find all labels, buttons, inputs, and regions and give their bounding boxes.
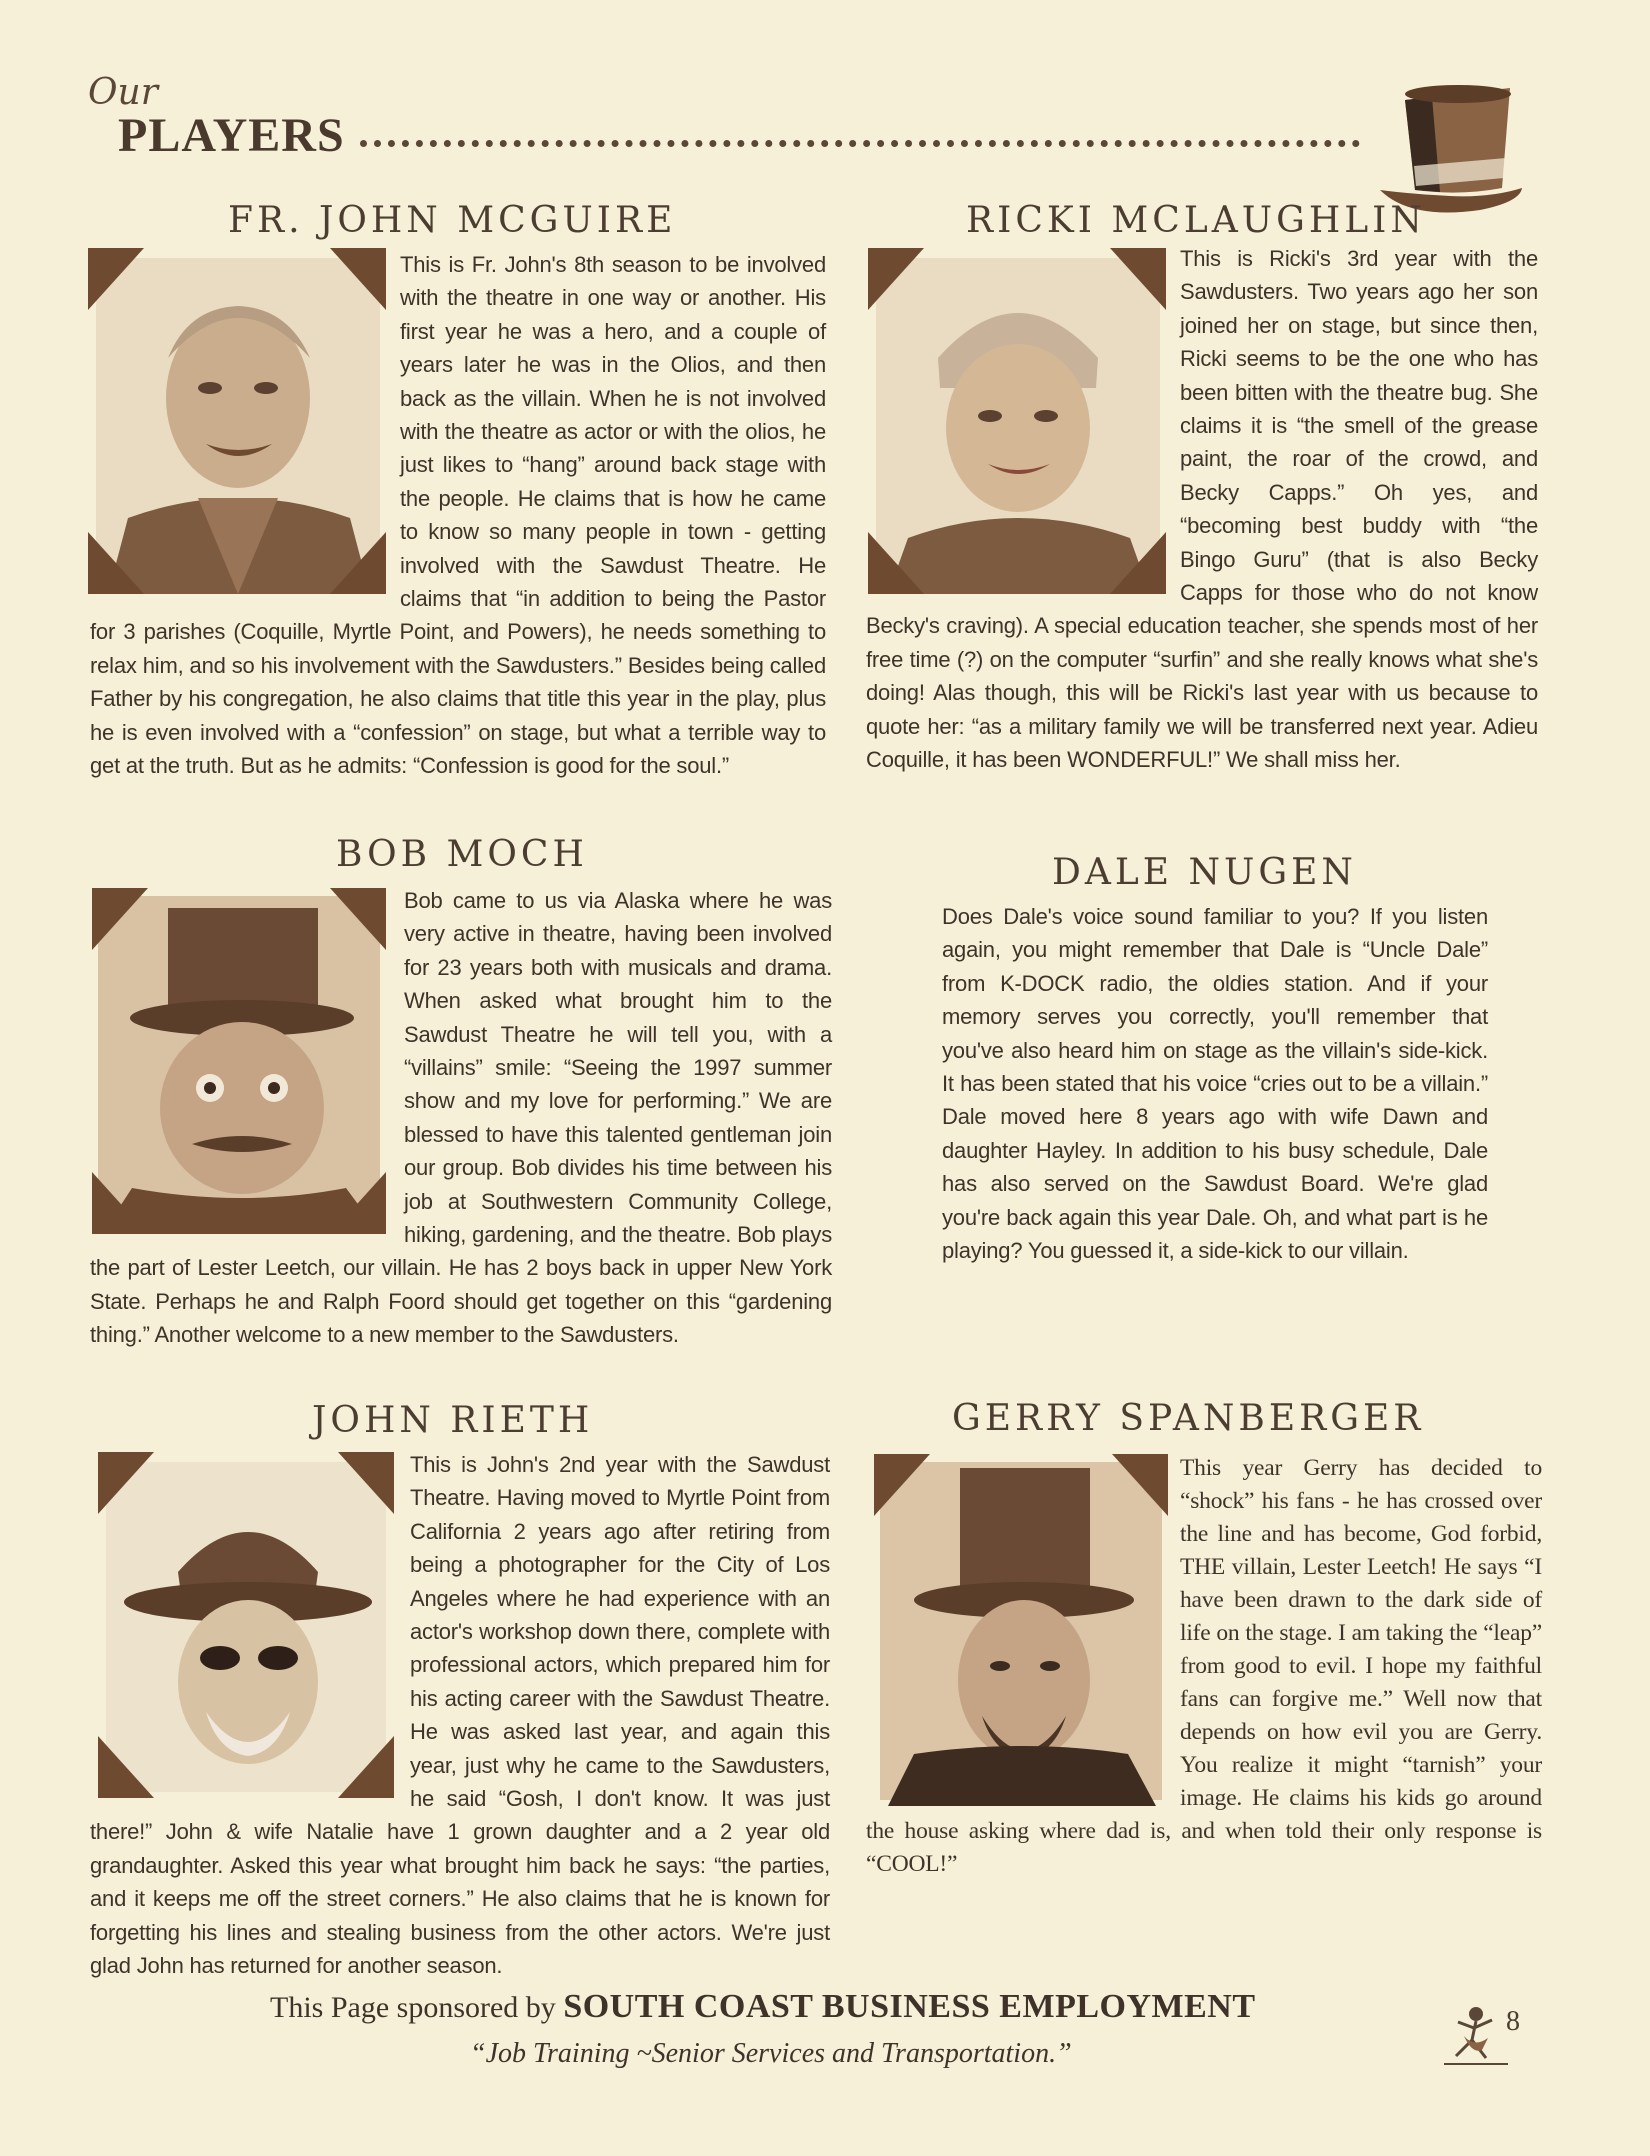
- sponsor-prefix: This Page sponsored by: [270, 1991, 556, 2024]
- player-bio-moch: Bob came to us via Alaska where he was very active in theatre, having been involved for 23 years both with musicals and drama. When asked what brought him to the Sawdust Theatre he will tell you, with a “villains” smile: “Seeing the 1997 summer show and my love for performing.” We are blessed to have this talented gentleman join our group. Bob divides his time between his job at Southwestern Community College, hiking, gardening, and the theatre. Bob plays the part of Lester Leetch, our villain. He has 2 boys back in upper New York State. Perhaps he and Ralph Foord should get together on this “gardening thing.” Another welcome to a new member to the Sawdusters.: [90, 888, 832, 1348]
- player-bio-mclaughlin: This is Ricki's 3rd year with the Sawdusters. Two years ago her son joined her on stage, but since then, Ricki seems to be the one who has been bitten with the theatre bug. She claims it is “the smell of the grease paint, the roar of the crowd, and Becky Capps.” Oh yes, and “becoming best buddy with “the Bingo Guru” (that is also Becky Capps for those who do not know Becky's craving). A special education teacher, she spends most of her free time (?) on the computer “surfin” and she really knows what she's doing! Alas though, this will be Ricki's last year with us because to quote her: “as a military family we will be transferred next year. Adieu Coquille, it has been WONDERFUL!” We shall miss her.: [866, 246, 1538, 773]
- page-title: PLAYERS: [118, 109, 345, 162]
- dotted-leader: [360, 140, 1360, 147]
- top-hat-icon: [1370, 70, 1530, 220]
- player-name-moch: BOB MOCH: [336, 834, 588, 875]
- player-name-mcguire: FR. JOHN MCGUIRE: [228, 200, 677, 241]
- player-name-spanberger: GERRY SPANBERGER: [952, 1398, 1425, 1439]
- sponsor-line: [270, 1988, 1256, 2026]
- player-name-nugen: DALE NUGEN: [1052, 852, 1357, 893]
- player-bio-nugen: Does Dale's voice sound familiar to you? If you listen again, you might remember that Dale is “Uncle Dale” from K-DOCK radio, the oldies station. And if your memory serves you correctly, you'll remember that you've also heard him on stage as the villain's side-kick. It has been stated that his voice “cries out to be a villain.” Dale moved here 8 years ago with wife Dawn and daughter Hayley. In addition to his busy schedule, Dale has also served on the Sawdust Board. We're glad you're back again this year Dale. Oh, and what part is he playing? You guessed it, a side-kick to our villain.: [942, 904, 1488, 1264]
- our-script-label: Our: [88, 72, 158, 113]
- player-bio-mcguire: This is Fr. John's 8th season to be involved with the theatre in one way or another. His first year he was a hero, and a couple of years later he was in the Olios, and then back as the villain. When he is not involved with the theatre as actor or with the olios, he just likes to “hang” around back stage with the people. He claims that is how he came to know so many people in town - getting involved with the Sawdust Theatre. He claims that “in addition to being the Pastor for 3 parishes (Coquille, Myrtle Point, and Powers), he needs something to relax him, and so his involvement with the Sawdusters.” Besides being called Father by his congregation, he also claims that title this year in the play, plus he is even involved with a “confession” on stage, but what a terrible way to get at the truth. But as he admits: “Confession is good for the soul.”: [90, 252, 826, 779]
- dancer-icon: [1436, 2000, 1516, 2070]
- sponsor-name: SOUTH COAST BUSINESS EMPLOYMENT: [563, 1988, 1256, 2025]
- player-name-rieth: JOHN RIETH: [312, 1400, 594, 1441]
- player-bio-spanberger: This year Gerry has decided to “shock” his fans - he has crossed over the line and has become, God forbid, THE villain, Lester Leetch! He says “I have been drawn to the dark side of life on the stage. I am taking the “leap” from good to evil. I hope my faithful fans can forgive me.” Well now that depends on how evil you are Gerry. You realize it might “tarnish” your image. He claims his kids go around the house asking where dad is, and when told their only response is “COOL!”: [866, 1455, 1542, 1877]
- player-bio-rieth: This is John's 2nd year with the Sawdust Theatre. Having moved to Myrtle Point from California 2 years ago after retiring from being a photographer for the City of Los Angeles where he had experience with an actor's workshop down there, complete with professional actors, which prepared him for his acting career with the Sawdust Theatre. He was asked last year, and again this year, just why he came to the Sawdusters, he said “Gosh, I don't know. It was just there!” John & wife Natalie have 1 grown daughter and a 2 year old grandaughter. Asked this year what brought him back he says: “the parties, and it keeps me off the street corners.” He also claims that he is known for forgetting his lines and stealing business from the other actors. We're just glad John has returned for another season.: [90, 1452, 830, 1979]
- page-number: 8: [1506, 2006, 1520, 2037]
- sponsor-tagline: “Job Training ~Senior Services and Transportation.”: [470, 2038, 1072, 2069]
- player-name-mclaughlin: RICKI MCLAUGHLIN: [966, 200, 1426, 241]
